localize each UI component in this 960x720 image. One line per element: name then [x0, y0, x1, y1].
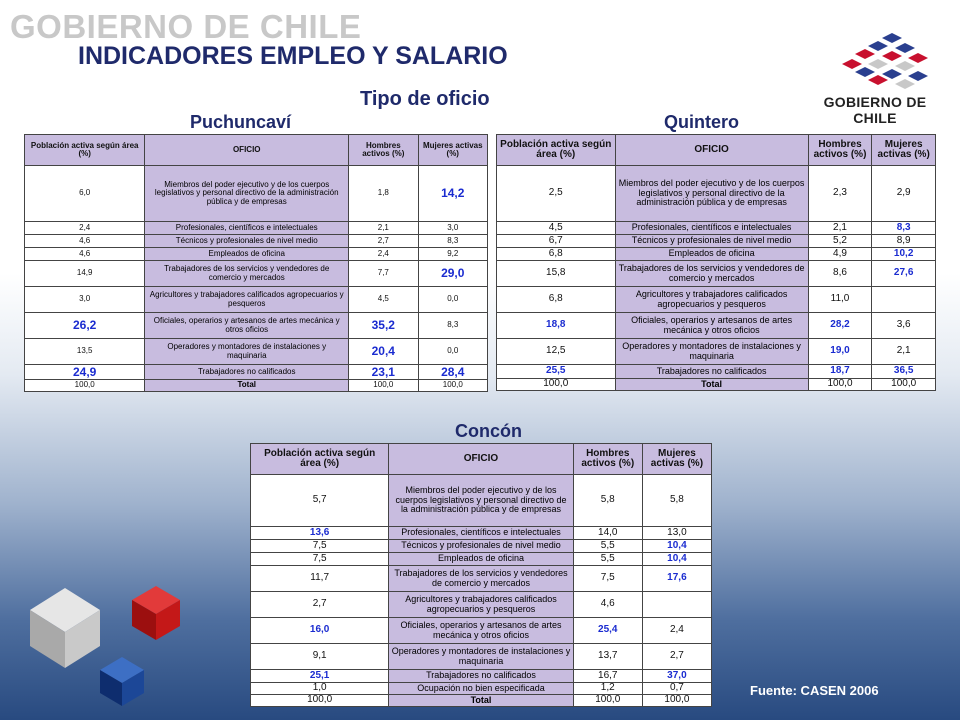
- table-quintero: [496, 134, 936, 391]
- oficio-cell: Total: [615, 379, 808, 391]
- column-header-muj: Mujeres activas (%): [642, 444, 711, 475]
- oficio-cell: Total: [389, 695, 573, 707]
- oficio-cell: Agricultores y trabajadores calificados agropecuarios y pesqueros: [145, 287, 349, 313]
- pob-value-cell: 18,8: [497, 313, 616, 339]
- muj-value-cell: 2,7: [642, 644, 711, 670]
- pob-value-cell: 4,6: [25, 235, 145, 248]
- column-header-hom: Hombres activos (%): [573, 444, 642, 475]
- muj-value-cell: [872, 287, 936, 313]
- muj-value-cell: 0,0: [418, 287, 487, 313]
- pob-value-cell: 25,5: [497, 365, 616, 379]
- pob-value-cell: 13,6: [251, 527, 389, 540]
- table-row: [251, 475, 712, 527]
- muj-value-cell: 2,9: [872, 166, 936, 222]
- muj-value-cell: 8,9: [872, 235, 936, 248]
- column-header-pob: Población activa según área (%): [25, 135, 145, 166]
- table-row: [25, 166, 488, 222]
- table-row: [25, 339, 488, 365]
- hom-value-cell: 4,9: [808, 248, 872, 261]
- table-row: [497, 379, 936, 391]
- pob-value-cell: 100,0: [25, 380, 145, 392]
- oficio-cell: Miembros del poder ejecutivo y de los cuerpos legislativos y personal directivo de la administración pública y de empresas: [145, 166, 349, 222]
- oficio-cell: Operadores y montadores de instalaciones y maquinaria: [389, 644, 573, 670]
- oficio-cell: Técnicos y profesionales de nivel medio: [145, 235, 349, 248]
- muj-value-cell: 37,0: [642, 670, 711, 683]
- hom-value-cell: 2,3: [808, 166, 872, 222]
- muj-value-cell: 0,7: [642, 683, 711, 695]
- table-row: [251, 566, 712, 592]
- muj-value-cell: 8,3: [418, 235, 487, 248]
- column-header-ofi: OFICIO: [389, 444, 573, 475]
- muj-value-cell: 100,0: [642, 695, 711, 707]
- hom-value-cell: 23,1: [349, 365, 418, 380]
- hom-value-cell: 16,7: [573, 670, 642, 683]
- hom-value-cell: 5,5: [573, 553, 642, 566]
- oficio-cell: Miembros del poder ejecutivo y de los cuerpos legislativos y personal directivo de la administración pública y de empresas: [615, 166, 808, 222]
- column-header-muj: Mujeres activas (%): [872, 135, 936, 166]
- table-row: [251, 644, 712, 670]
- pob-value-cell: 6,0: [25, 166, 145, 222]
- muj-value-cell: 13,0: [642, 527, 711, 540]
- source-note: Fuente: CASEN 2006: [750, 683, 879, 698]
- hom-value-cell: 5,5: [573, 540, 642, 553]
- table-puchuncavi: [24, 134, 488, 392]
- pob-value-cell: 6,8: [497, 248, 616, 261]
- oficio-cell: Trabajadores de los servicios y vendedores de comercio y mercados: [145, 261, 349, 287]
- muj-value-cell: 10,4: [642, 540, 711, 553]
- pob-value-cell: 26,2: [25, 313, 145, 339]
- muj-value-cell: [642, 592, 711, 618]
- oficio-cell: Empleados de oficina: [389, 553, 573, 566]
- muj-value-cell: 14,2: [418, 166, 487, 222]
- muj-value-cell: 3,6: [872, 313, 936, 339]
- column-header-hom: Hombres activos (%): [349, 135, 418, 166]
- table-row: [25, 261, 488, 287]
- muj-value-cell: 29,0: [418, 261, 487, 287]
- table-row: [25, 222, 488, 235]
- pob-value-cell: 5,7: [251, 475, 389, 527]
- pob-value-cell: 7,5: [251, 540, 389, 553]
- pob-value-cell: 14,9: [25, 261, 145, 287]
- table-row: [251, 683, 712, 695]
- table-row: [497, 313, 936, 339]
- oficio-cell: Ocupación no bien especificada: [389, 683, 573, 695]
- hom-value-cell: 7,5: [573, 566, 642, 592]
- pob-value-cell: 100,0: [251, 695, 389, 707]
- oficio-cell: Oficiales, operarios y artesanos de artes mecánica y otros oficios: [389, 618, 573, 644]
- watermark-title: GOBIERNO DE CHILE: [10, 8, 362, 45]
- oficio-cell: Trabajadores no calificados: [615, 365, 808, 379]
- column-header-muj: Mujeres activas (%): [418, 135, 487, 166]
- oficio-cell: Trabajadores no calificados: [389, 670, 573, 683]
- hom-value-cell: 100,0: [573, 695, 642, 707]
- oficio-cell: Trabajadores de los servicios y vendedores de comercio y mercados: [615, 261, 808, 287]
- oficio-cell: Operadores y montadores de instalaciones y maquinaria: [145, 339, 349, 365]
- pob-value-cell: 24,9: [25, 365, 145, 380]
- hom-value-cell: 5,2: [808, 235, 872, 248]
- oficio-cell: Agricultores y trabajadores calificados agropecuarios y pesqueros: [615, 287, 808, 313]
- table-row: [25, 380, 488, 392]
- oficio-cell: Profesionales, científicos e intelectuales: [145, 222, 349, 235]
- table-header-row: [497, 135, 936, 166]
- hom-value-cell: 2,7: [349, 235, 418, 248]
- oficio-cell: Oficiales, operarios y artesanos de artes mecánica y otros oficios: [615, 313, 808, 339]
- oficio-cell: Profesionales, científicos e intelectuales: [615, 222, 808, 235]
- oficio-cell: Operadores y montadores de instalaciones y maquinaria: [615, 339, 808, 365]
- hom-value-cell: 2,1: [349, 222, 418, 235]
- table-row: [497, 287, 936, 313]
- table-row: [497, 235, 936, 248]
- column-header-hom: Hombres activos (%): [808, 135, 872, 166]
- hom-value-cell: 8,6: [808, 261, 872, 287]
- table-label-quintero: Quintero: [664, 112, 739, 132]
- hom-value-cell: 14,0: [573, 527, 642, 540]
- hom-value-cell: 18,7: [808, 365, 872, 379]
- oficio-cell: Total: [145, 380, 349, 392]
- pob-value-cell: 2,4: [25, 222, 145, 235]
- oficio-cell: Empleados de oficina: [145, 248, 349, 261]
- muj-value-cell: 2,4: [642, 618, 711, 644]
- table-row: [497, 339, 936, 365]
- muj-value-cell: 9,2: [418, 248, 487, 261]
- table-row: [251, 540, 712, 553]
- muj-value-cell: 100,0: [418, 380, 487, 392]
- muj-value-cell: 28,4: [418, 365, 487, 380]
- table-row: [497, 261, 936, 287]
- hom-value-cell: 4,6: [573, 592, 642, 618]
- pob-value-cell: 15,8: [497, 261, 616, 287]
- muj-value-cell: 36,5: [872, 365, 936, 379]
- hom-value-cell: 100,0: [808, 379, 872, 391]
- oficio-cell: Trabajadores no calificados: [145, 365, 349, 380]
- table-row: [25, 235, 488, 248]
- muj-value-cell: 8,3: [872, 222, 936, 235]
- table-row: [497, 365, 936, 379]
- hom-value-cell: 2,1: [808, 222, 872, 235]
- pob-value-cell: 12,5: [497, 339, 616, 365]
- pob-value-cell: 13,5: [25, 339, 145, 365]
- table-row: [497, 166, 936, 222]
- oficio-cell: Trabajadores de los servicios y vendedores de comercio y mercados: [389, 566, 573, 592]
- hom-value-cell: 5,8: [573, 475, 642, 527]
- hom-value-cell: 28,2: [808, 313, 872, 339]
- muj-value-cell: 5,8: [642, 475, 711, 527]
- table-concon: [250, 443, 712, 707]
- muj-value-cell: 10,2: [872, 248, 936, 261]
- pob-value-cell: 7,5: [251, 553, 389, 566]
- table-row: [251, 527, 712, 540]
- oficio-cell: Miembros del poder ejecutivo y de los cuerpos legislativos y personal directivo de la administración pública y de empresas: [389, 475, 573, 527]
- pob-value-cell: 4,5: [497, 222, 616, 235]
- muj-value-cell: 100,0: [872, 379, 936, 391]
- pob-value-cell: 25,1: [251, 670, 389, 683]
- hom-value-cell: 2,4: [349, 248, 418, 261]
- oficio-cell: Agricultores y trabajadores calificados agropecuarios y pesqueros: [389, 592, 573, 618]
- table-row: [497, 222, 936, 235]
- table-header-row: [251, 444, 712, 475]
- pob-value-cell: 1,0: [251, 683, 389, 695]
- muj-value-cell: 8,3: [418, 313, 487, 339]
- table-label-puchuncavi: Puchuncaví: [190, 112, 292, 132]
- pob-value-cell: 6,8: [497, 287, 616, 313]
- muj-value-cell: 2,1: [872, 339, 936, 365]
- muj-value-cell: 0,0: [418, 339, 487, 365]
- pob-value-cell: 16,0: [251, 618, 389, 644]
- oficio-cell: Empleados de oficina: [615, 248, 808, 261]
- muj-value-cell: 27,6: [872, 261, 936, 287]
- hom-value-cell: 1,2: [573, 683, 642, 695]
- column-header-ofi: OFICIO: [145, 135, 349, 166]
- pob-value-cell: 3,0: [25, 287, 145, 313]
- hom-value-cell: 4,5: [349, 287, 418, 313]
- hom-value-cell: 11,0: [808, 287, 872, 313]
- table-label-concon: Concón: [455, 421, 522, 441]
- muj-value-cell: 17,6: [642, 566, 711, 592]
- pob-value-cell: 2,7: [251, 592, 389, 618]
- table-row: [25, 248, 488, 261]
- page-title: INDICADORES EMPLEO Y SALARIO: [78, 42, 508, 70]
- table-row: [251, 618, 712, 644]
- table-row: [251, 695, 712, 707]
- pob-value-cell: 9,1: [251, 644, 389, 670]
- table-row: [497, 248, 936, 261]
- table-row: [251, 592, 712, 618]
- pob-value-cell: 2,5: [497, 166, 616, 222]
- table-row: [25, 287, 488, 313]
- table-row: [25, 313, 488, 339]
- muj-value-cell: 10,4: [642, 553, 711, 566]
- decorative-cubes-icon: [20, 560, 220, 710]
- hom-value-cell: 25,4: [573, 618, 642, 644]
- hom-value-cell: 1,8: [349, 166, 418, 222]
- column-header-pob: Población activa según área (%): [497, 135, 616, 166]
- oficio-cell: Profesionales, científicos e intelectuales: [389, 527, 573, 540]
- logo-caption: GOBIERNO DE CHILE: [823, 94, 927, 126]
- pob-value-cell: 4,6: [25, 248, 145, 261]
- pob-value-cell: 100,0: [497, 379, 616, 391]
- column-header-pob: Población activa según área (%): [251, 444, 389, 475]
- muj-value-cell: 3,0: [418, 222, 487, 235]
- table-header-row: [25, 135, 488, 166]
- table-row: [25, 365, 488, 380]
- hom-value-cell: 7,7: [349, 261, 418, 287]
- pob-value-cell: 11,7: [251, 566, 389, 592]
- hom-value-cell: 13,7: [573, 644, 642, 670]
- hom-value-cell: 100,0: [349, 380, 418, 392]
- oficio-cell: Oficiales, operarios y artesanos de artes mecánica y otros oficios: [145, 313, 349, 339]
- column-header-ofi: OFICIO: [615, 135, 808, 166]
- hom-value-cell: 20,4: [349, 339, 418, 365]
- table-row: [251, 670, 712, 683]
- oficio-cell: Técnicos y profesionales de nivel medio: [389, 540, 573, 553]
- hom-value-cell: 35,2: [349, 313, 418, 339]
- oficio-cell: Técnicos y profesionales de nivel medio: [615, 235, 808, 248]
- page-subtitle: Tipo de oficio: [360, 88, 490, 110]
- hom-value-cell: 19,0: [808, 339, 872, 365]
- table-row: [251, 553, 712, 566]
- pob-value-cell: 6,7: [497, 235, 616, 248]
